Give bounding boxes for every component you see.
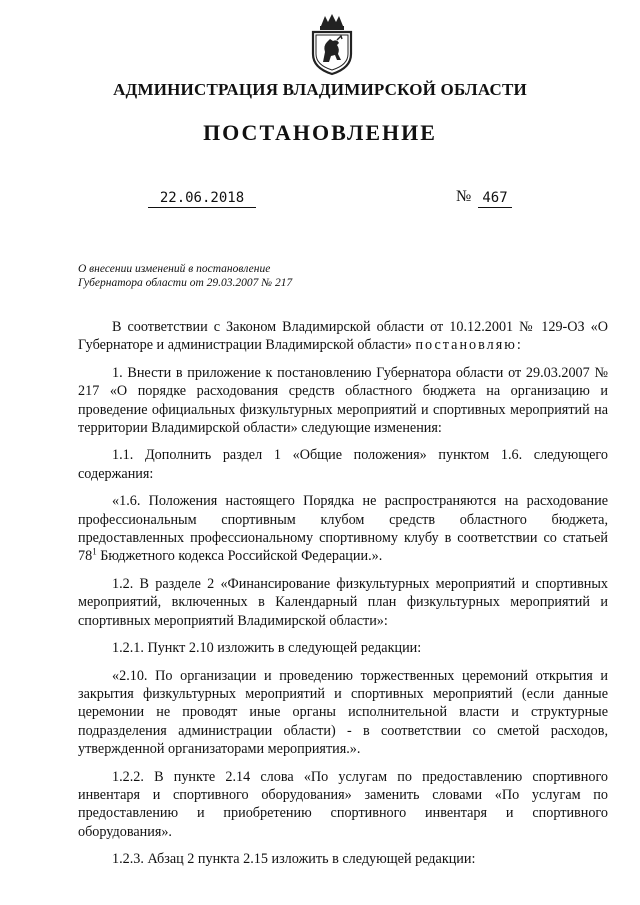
subject-line-2: Губернатора области от 29.03.2007 № 217 [78,277,293,289]
decree-word: постановляю: [415,337,523,354]
paragraph-preamble [78,318,608,355]
document-number: 467 [478,190,512,208]
quote-text: «1.6. Положения настоящего Порядка не распространяются на расходование профессиональным спортивным клубом средств областного бюджета, предоставленных профессиональному спортивному клубу в соответствии со статьей 78 [78,493,608,565]
paragraph-1-2-3: 1.2.3. Абзац 2 пункта 2.15 изложить в следующей редакции: [112,851,476,868]
coat-of-arms-icon [307,12,357,76]
organization-title: АДМИНИСТРАЦИЯ ВЛАДИМИРСКОЙ ОБЛАСТИ [113,80,527,99]
paragraph-1-6-quote [78,492,608,566]
number-label: № [456,188,472,205]
paragraph-1-2: 1.2. В разделе 2 «Финансирование физкультурных мероприятий и спортивных мероприятий, включенных в Календарный план физкультурных мероприятий и спортивных мероприятий Владимирской области»: [78,575,608,629]
document-body [78,318,608,878]
document-subject [78,262,378,290]
document-date: 22.06.2018 [148,190,256,208]
paragraph-1-1: 1.1. Дополнить раздел 1 «Общие положения» пунктом 1.6. следующего содержания: [78,447,608,482]
document-type-title: ПОСТАНОВЛЕНИЕ [203,120,437,145]
quote-text-end: Бюджетного кодекса Российской Федерации.». [96,548,383,565]
paragraph-1-2-2: 1.2.2. В пункте 2.14 слова «По услугам по предоставлению спортивного инвентаря и спортивного оборудования» заменить словами «По услугам по предоставлению и приобретению спортивного инвентаря и спортивного оборудования». [78,768,608,840]
subject-line-1: О внесении изменений в постановление [78,263,271,275]
paragraph-1-2-1: 1.2.1. Пункт 2.10 изложить в следующей редакции: [112,640,422,657]
paragraph-2-10-quote: «2.10. По организации и проведению торжественных церемоний открытия и закрытия физкультурных мероприятий и спортивных мероприятий (если данные церемонии не проводят иные органы исполнительной власти и структурные подразделения администрации области) - в соответствии со сметой расходов, утвержденной организаторами мероприятия.». [78,667,608,758]
paragraph-1: 1. Внести в приложение к постановлению Губернатора области от 29.03.2007 № 217 «О порядке расходования средств областного бюджета на организацию и проведение официальных физкультурных мероприятий и спортивных мероприятий на территории Владимирской области» следующие изменения: [78,364,608,437]
article-superscript: 1 [92,546,97,557]
preamble-text: В соответствии с Законом Владимирской области от 10.12.2001 № 129-ОЗ «О Губернаторе и администрации Владимирской области» [78,319,608,354]
